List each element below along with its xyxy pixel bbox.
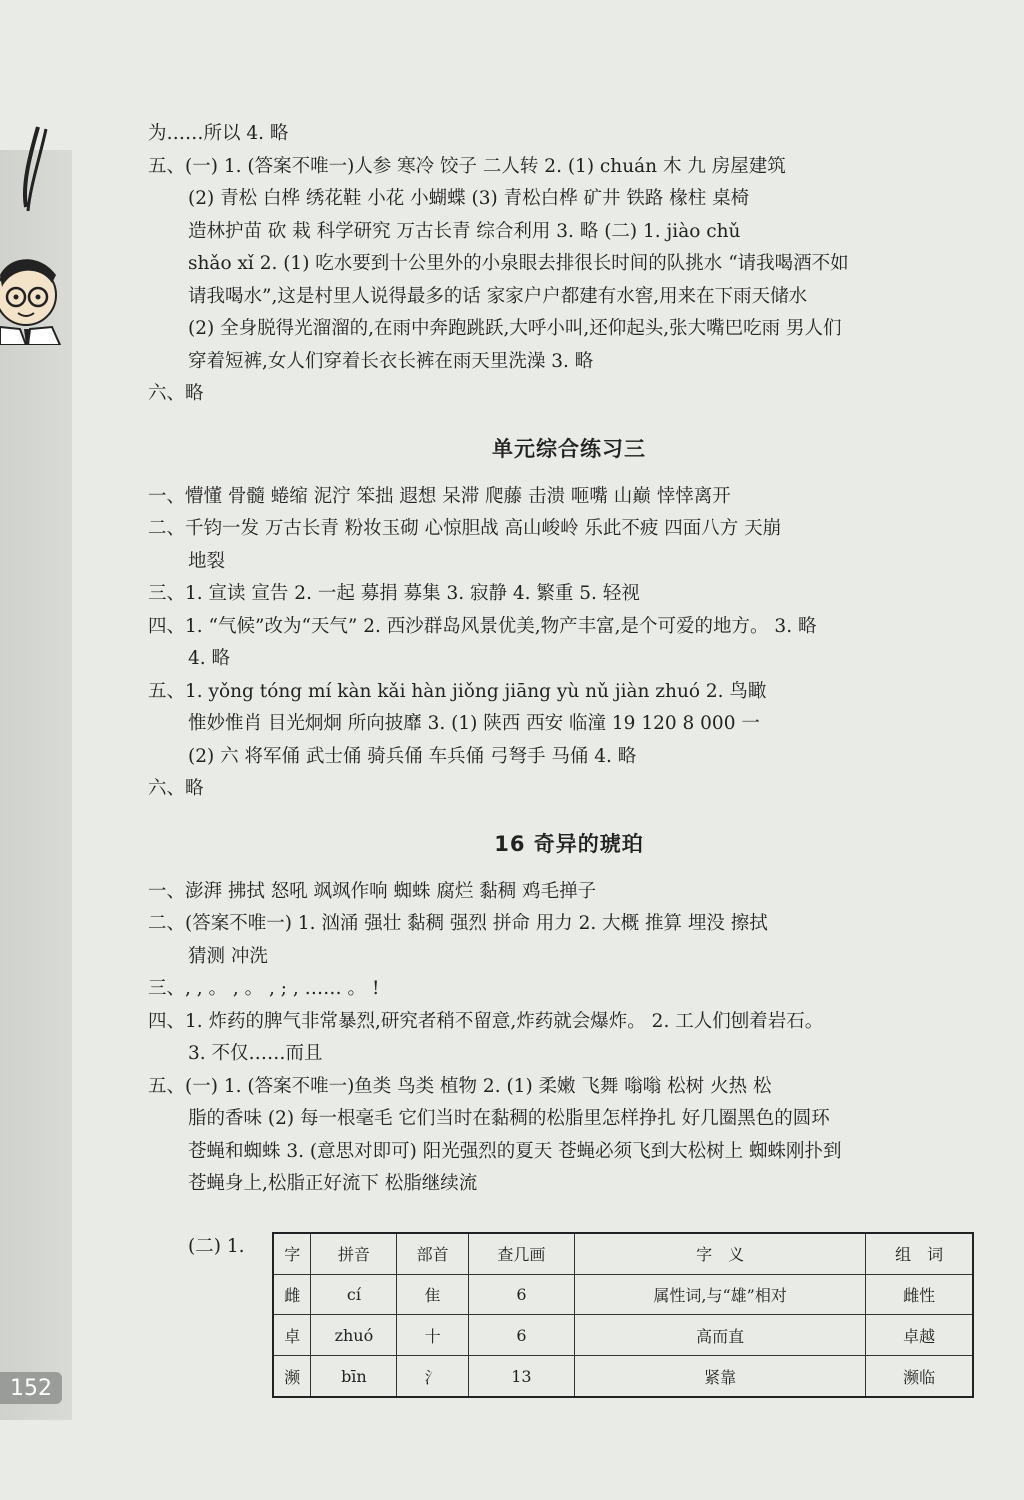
text-line: 五、1. yǒng tóng mí kàn kǎi hàn jiǒng jiāng yù nǔ jiàn zhuó 2. 鸟瞰 — [148, 680, 767, 702]
table-cell: zhuó — [311, 1315, 397, 1356]
text-line: 一、澎湃 拂拭 怒吼 飒飒作响 蜘蛛 腐烂 黏稠 鸡毛掸子 — [148, 880, 597, 902]
text-line: 五、(一) 1. (答案不唯一)鱼类 鸟类 植物 2. (1) 柔嫩 飞舞 嗡嗡 松树 火热 松 — [148, 1075, 772, 1097]
table-cell: 濒临 — [866, 1356, 973, 1397]
table-header: 查几画 — [468, 1233, 574, 1274]
text-line: 四、1. “气候”改为“天气” 2. 西沙群岛风景优美,物产丰富,是个可爱的地方。 3. 略 — [148, 615, 817, 637]
text-line: 六、略 — [148, 778, 204, 799]
text-line: 地裂 — [188, 550, 226, 572]
table-cell: cí — [311, 1274, 397, 1315]
text-line: (2) 青松 白桦 绣花鞋 小花 小蝴蝶 (3) 青松白桦 矿井 铁路 椽柱 桌椅 — [188, 188, 750, 209]
text-line: 惟妙惟肖 目光炯炯 所向披靡 3. (1) 陕西 西安 临潼 19 120 8 000 一 — [188, 713, 760, 734]
table-header: 字 义 — [575, 1233, 866, 1274]
table-label: (二) 1. — [188, 1236, 245, 1257]
table-cell: 紧靠 — [575, 1356, 866, 1397]
table-cell: 13 — [468, 1356, 574, 1397]
text-line: (2) 六 将军俑 武士俑 骑兵俑 车兵俑 弓弩手 马俑 4. 略 — [188, 745, 637, 767]
mascot-illustration — [0, 115, 72, 345]
page-number: 152 — [0, 1372, 62, 1404]
text-line: 二、(答案不唯一) 1. 汹涌 强壮 黏稠 强烈 拼命 用力 2. 大概 推算 埋没 擦拭 — [148, 913, 768, 934]
table-header: 字 — [273, 1233, 311, 1274]
table-cell: bīn — [311, 1356, 397, 1397]
text-line: 三、, , 。 , 。 , ; , …… 。 ! — [148, 978, 380, 999]
table-row — [273, 1315, 973, 1356]
text-line: shǎo xǐ 2. (1) 吃水要到十公里外的小泉眼去排很长时间的队挑水 “请我喝酒不如 — [188, 253, 849, 274]
text-line: 猜测 冲洗 — [188, 945, 268, 967]
table-cell: 十 — [397, 1315, 469, 1356]
text-line: 为……所以 4. 略 — [148, 123, 289, 144]
table-header: 拼音 — [311, 1233, 397, 1274]
text-line: (2) 全身脱得光溜溜的,在雨中奔跑跳跃,大呼小叫,还仰起头,张大嘴巴吃雨 男人们 — [188, 318, 842, 339]
table-cell: 隹 — [397, 1274, 469, 1315]
text-line: 穿着短裤,女人们穿着长衣长裤在雨天里洗澡 3. 略 — [188, 350, 594, 372]
table-cell: 雌 — [273, 1274, 311, 1315]
table-cell: 卓 — [273, 1315, 311, 1356]
text-line: 苍蝇身上,松脂正好流下 松脂继续流 — [188, 1173, 478, 1194]
text-line: 四、1. 炸药的脾气非常暴烈,研究者稍不留意,炸药就会爆炸。 2. 工人们刨着岩石。 — [148, 1010, 824, 1032]
table-cell: 氵 — [397, 1356, 469, 1397]
text-line: 4. 略 — [188, 648, 231, 669]
text-line: 造林护苗 砍 栽 科学研究 万古长青 综合利用 3. 略 (二) 1. jiào chǔ — [188, 220, 741, 242]
table-cell: 雌性 — [866, 1274, 973, 1315]
table-cell: 6 — [468, 1274, 574, 1315]
text-line: 请我喝水”,这是村里人说得最多的话 家家户户都建有水窖,用来在下雨天储水 — [188, 285, 808, 307]
table-cell: 濒 — [273, 1356, 311, 1397]
text-line: 二、千钧一发 万古长青 粉妆玉砌 心惊胆战 高山峻岭 乐此不疲 四面八方 天崩 — [148, 518, 782, 539]
text-line: 3. 不仅……而且 — [188, 1043, 323, 1064]
section-title: 单元综合练习三 — [492, 436, 646, 461]
text-line: 脂的香味 (2) 每一根毫毛 它们当时在黏稠的松脂里怎样挣扎 好几圈黑色的圆环 — [188, 1108, 830, 1129]
table-cell: 卓越 — [866, 1315, 973, 1356]
text-line: 三、1. 宣读 宣告 2. 一起 募捐 募集 3. 寂静 4. 繁重 5. 轻视 — [148, 583, 640, 604]
table-cell: 6 — [468, 1315, 574, 1356]
table-row — [273, 1274, 973, 1315]
table-row — [273, 1356, 973, 1397]
section-title: 16 奇异的琥珀 — [494, 831, 644, 856]
table-cell: 属性词,与“雄”相对 — [575, 1274, 866, 1315]
table-header: 部首 — [397, 1233, 469, 1274]
table-header: 组 词 — [866, 1233, 973, 1274]
text-line: 五、(一) 1. (答案不唯一)人参 寒冷 饺子 二人转 2. (1) chuán 木 九 房屋建筑 — [148, 155, 786, 177]
text-line: 六、略 — [148, 383, 204, 404]
table-header-row — [273, 1233, 973, 1274]
text-line: 一、懵懂 骨髓 蜷缩 泥泞 笨拙 遐想 呆滞 爬藤 击溃 咂嘴 山巅 悻悻离开 — [148, 485, 731, 507]
text-line: 苍蝇和蜘蛛 3. (意思对即可) 阳光强烈的夏天 苍蝇必须飞到大松树上 蜘蛛刚扑到 — [188, 1140, 842, 1162]
table-cell: 高而直 — [575, 1315, 866, 1356]
character-table — [272, 1232, 974, 1398]
answer-content — [148, 118, 990, 1201]
